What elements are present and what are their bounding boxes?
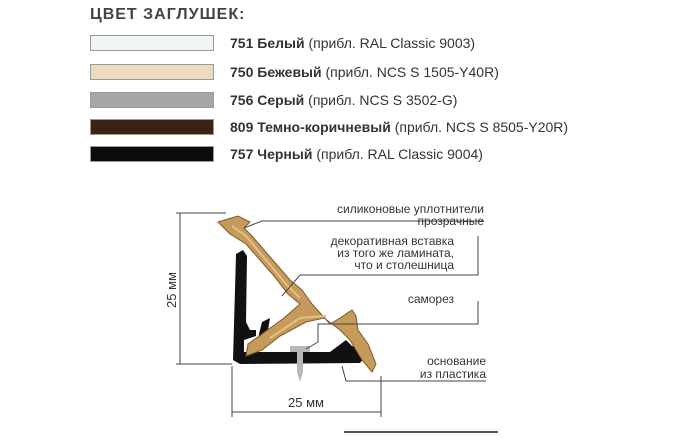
swatch-name: Бежевый [257, 64, 322, 80]
vertical-dimension-label: 25 мм [164, 272, 179, 308]
swatch-note: (прибл. NCS S 1505-Y40R) [325, 64, 499, 80]
swatch-note: (прибл. RAL Classic 9004) [316, 146, 483, 162]
horizontal-dimension-label: 25 мм [288, 395, 324, 410]
label-base-line2: из пластика [419, 367, 486, 381]
swatch-code: 751 [230, 35, 254, 51]
label-insert-line1: декоративная вставка [330, 234, 454, 248]
swatch-name: Белый [257, 35, 305, 51]
screw-icon [290, 346, 310, 382]
swatch-note: (прибл. NCS S 8505-Y20R) [394, 119, 569, 135]
label-screw: саморез [407, 292, 454, 306]
swatch-note: (прибл. NCS S 3502-G) [308, 92, 458, 108]
label-insert-line2: из того же ламината, [337, 246, 454, 260]
label-insert-line3: что и столешница [354, 258, 454, 272]
label-seals-line2: прозрачные [417, 214, 484, 228]
label-base-line1: основание [427, 354, 486, 368]
swatch-code: 756 [230, 92, 254, 108]
swatch-name: Темно-коричневый [257, 119, 391, 135]
leader-screw [306, 301, 478, 349]
swatch-name: Черный [257, 146, 313, 162]
swatch-note: (прибл. RAL Classic 9003) [308, 35, 476, 51]
swatch-code: 809 [230, 119, 254, 135]
swatch-code: 757 [230, 146, 254, 162]
horizontal-dimension [232, 366, 381, 417]
swatch-name: Серый [257, 92, 305, 108]
label-seals-line1: силиконовые уплотнители [337, 202, 484, 216]
swatch-code: 750 [230, 64, 254, 80]
color-caps-heading: ЦВЕТ ЗАГЛУШЕК: [90, 6, 246, 23]
vertical-dimension [164, 213, 232, 364]
